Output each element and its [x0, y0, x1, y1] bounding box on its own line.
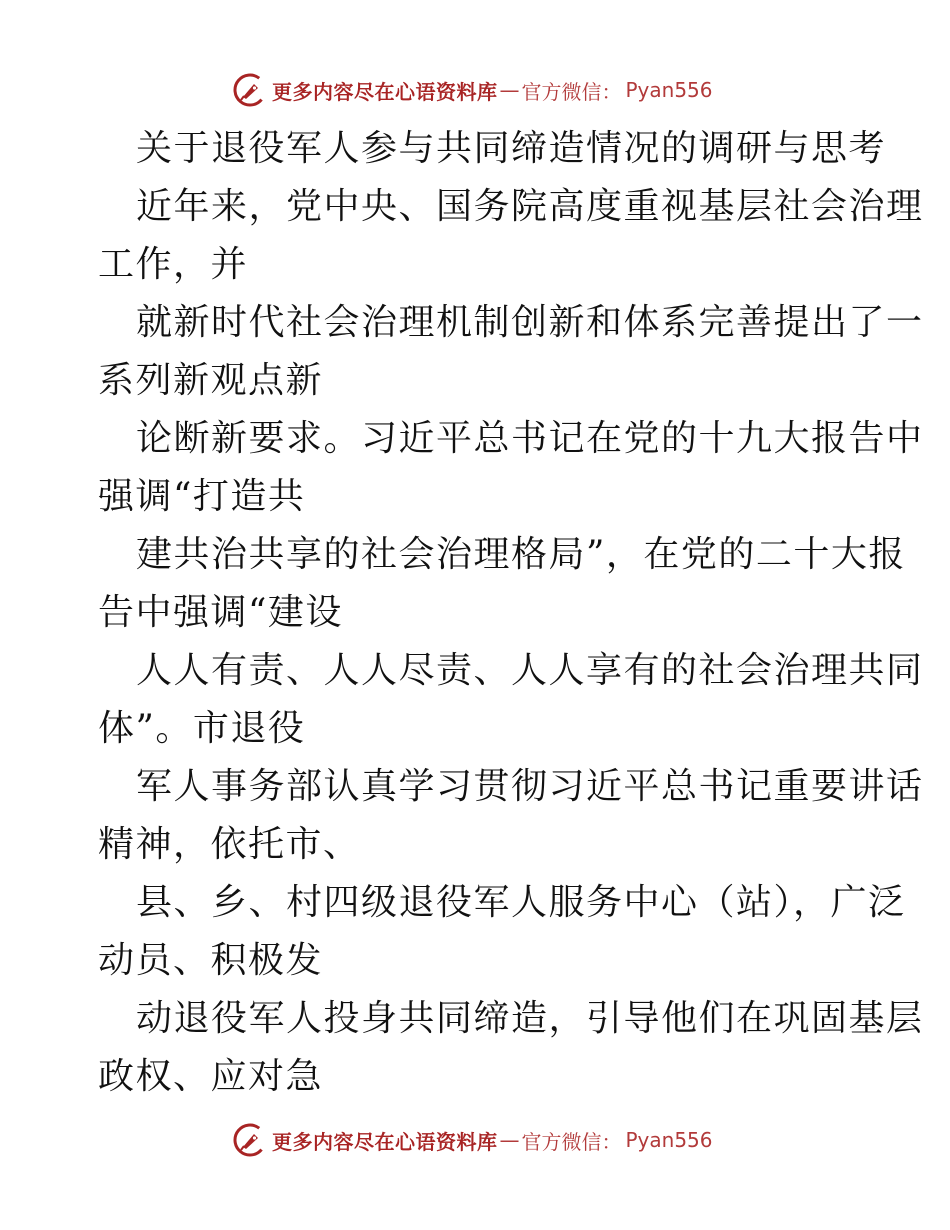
paragraph-line: 人人有责、人人尽责、人人享有的社会治理共同	[136, 650, 924, 691]
paragraph-line: 告中强调“建设	[98, 592, 343, 633]
paragraph-line: 动员、积极发	[98, 940, 324, 981]
paragraph-line: 县、乡、村四级退役军人服务中心（站），广泛	[136, 882, 906, 923]
watermark-dash: —	[499, 78, 520, 102]
watermark-wechat-label: 官方微信：	[521, 79, 622, 104]
paragraph-line: 强调“打造共	[98, 476, 306, 517]
watermark-wechat-id: Pyan556	[625, 1128, 713, 1152]
paragraph-line: 近年来，党中央、国务院高度重视基层社会治理	[136, 186, 924, 227]
watermark-site-text: 更多内容尽在心语资料库	[272, 79, 498, 104]
paragraph-line: 建共治共享的社会治理格局”，在党的二十大报	[136, 534, 906, 575]
paragraph-line: 论断新要求。习近平总书记在党的十九大报告中	[136, 418, 924, 459]
document-body	[98, 120, 924, 1106]
paragraph-line: 系列新观点新	[98, 360, 324, 401]
paragraph-line: 体”。市退役	[98, 708, 306, 749]
watermark-site-text: 更多内容尽在心语资料库	[272, 1129, 498, 1154]
paragraph-line: 精神，依托市、	[98, 824, 361, 865]
watermark-wechat-label: 官方微信：	[521, 1129, 622, 1154]
pen-nib-logo-icon	[232, 1122, 268, 1158]
watermark-dash: —	[499, 1128, 520, 1152]
paragraph-line: 工作，并	[98, 244, 249, 285]
footer-watermark	[232, 1120, 752, 1160]
pen-nib-logo-icon	[232, 72, 268, 108]
paragraph-line: 政权、应对急	[98, 1056, 324, 1097]
document-title: 关于退役军人参与共同缔造情况的调研与思考	[136, 128, 887, 169]
watermark-wechat-id: Pyan556	[625, 78, 713, 102]
paragraph-line: 就新时代社会治理机制创新和体系完善提出了一	[136, 302, 924, 343]
paragraph-line: 军人事务部认真学习贯彻习近平总书记重要讲话	[136, 766, 924, 807]
header-watermark	[232, 70, 752, 110]
paragraph-line: 动退役军人投身共同缔造，引导他们在巩固基层	[136, 998, 924, 1039]
